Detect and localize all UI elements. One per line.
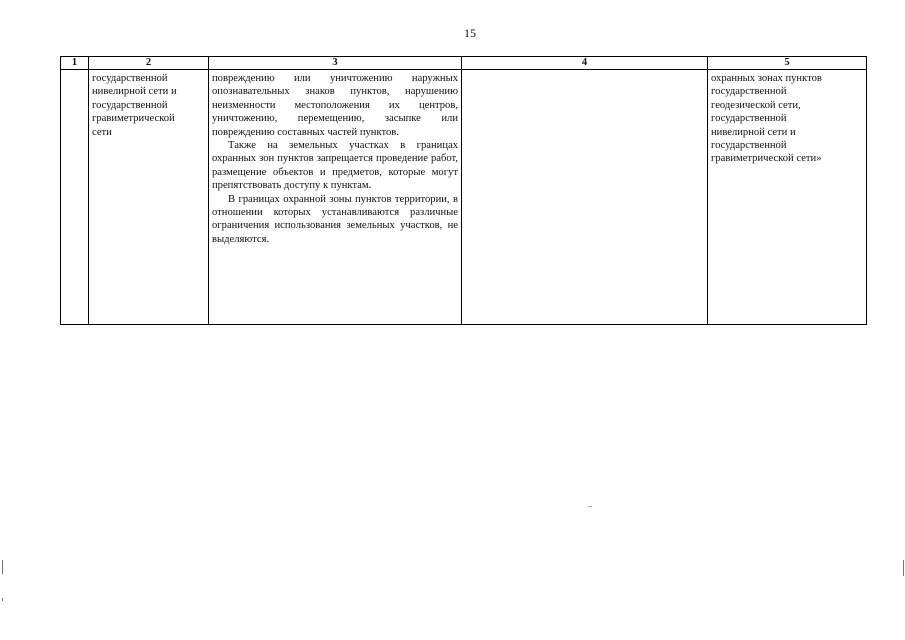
scan-mark-center: [588, 506, 592, 507]
column-header-3: 3: [209, 57, 462, 70]
paragraph-prohibitions-1: повреждению или уничтожению наружных опознавательных знаков пунктов, нарушению неизменности местоположения их центров, уничтожению, перемещению, засыпке или повреждению составных частей пунктов.: [212, 73, 458, 138]
scan-mark-left-2: [2, 598, 3, 601]
paragraph-prohibitions-2: Также на земельных участках в границах охранных зон пунктов запрещается проведение работ, размещение объектов и предметов, которые могут препятствовать доступу к пунктам.: [212, 140, 458, 192]
column-header-2: 2: [89, 57, 209, 70]
column-header-5: 5: [708, 57, 867, 70]
scan-mark-left: [2, 560, 3, 574]
document-table: [60, 56, 867, 325]
column-header-4: 4: [462, 57, 708, 70]
table-row: [61, 70, 867, 325]
cell-col5: охранных зонах пунктов государственной геодезической сети, государственной нивелирной сети и государственной гравиметрической сети»: [708, 70, 867, 325]
column-header-1: 1: [61, 57, 89, 70]
cell-col4: [462, 70, 708, 325]
table-header-row: [61, 57, 867, 70]
scan-mark-right: [903, 560, 904, 576]
page-number: 15: [464, 26, 476, 40]
cell-col2: государственной нивелирной сети и государственной гравиметрической сети: [89, 70, 209, 325]
cell-col1: [61, 70, 89, 325]
cell-col3: [209, 70, 462, 325]
paragraph-prohibitions-3: В границах охранной зоны пунктов территории, в отношении которых устанавливаются различные ограничения использования земельных участков, не выделяются.: [212, 193, 458, 245]
